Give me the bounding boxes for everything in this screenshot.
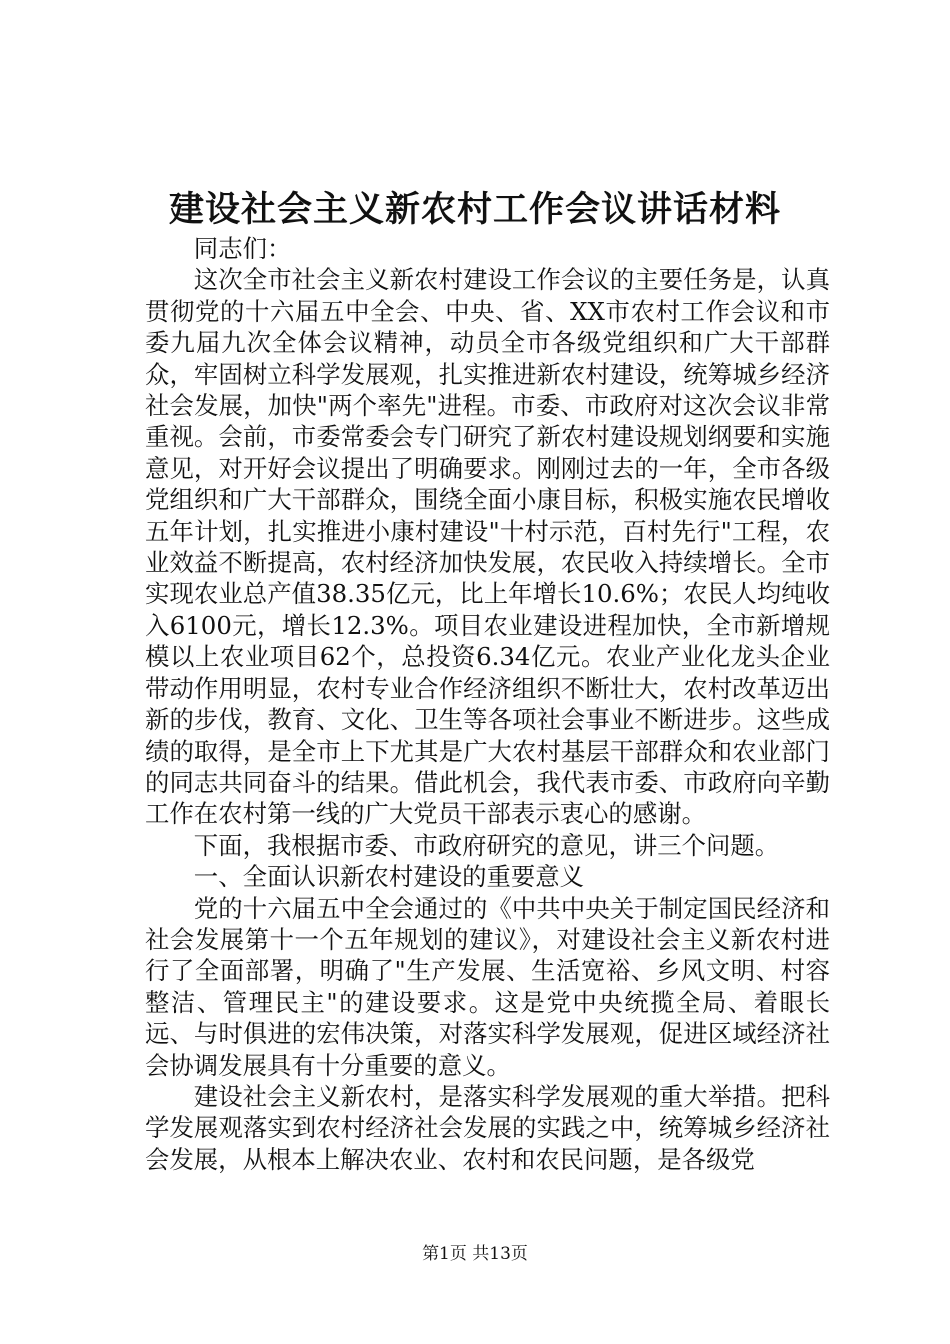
document-title: 建设社会主义新农村工作会议讲话材料 xyxy=(168,189,781,230)
outline-paragraph: 下面，我根据市委、市政府研究的意见，讲三个问题。 xyxy=(193,830,780,860)
page-number-footer: 第1页 共13页 xyxy=(422,1244,528,1264)
document-body xyxy=(145,233,830,1175)
body-paragraph: 党的十六届五中全会通过的《中共中央关于制定国民经济和社会发展第十一个五年规划的建议》，对建设社会主义新农村进行了全面部署，明确了"生产发展、生活宽裕、乡风文明、村容整洁、管理民主"的建设要求。这是党中央统揽全局、着眼长远、与时俱进的宏伟决策，对落实科学发展观，促进区域经济社会协调发展具有十分重要的意义。 xyxy=(145,893,830,1080)
salutation-paragraph: 同志们： xyxy=(193,234,292,263)
section-heading: 一、全面认识新农村建设的重要意义 xyxy=(193,862,585,892)
body-paragraph: 建设社会主义新农村，是落实科学发展观的重大举措。把科学发展观落实到农村经济社会发展的实践之中，统筹城乡经济社会发展，从根本上解决农业、农村和农民问题，是各级党 xyxy=(145,1081,830,1174)
intro-paragraph: 这次全市社会主义新农村建设工作会议的主要任务是，认真贯彻党的十六届五中全会、中央、省、XX市农村工作会议和市委九届九次全体会议精神，动员全市各级党组织和广大干部群众，牢固树立科学发展观，扎实推进新农村建设，统筹城乡经济社会发展，加快"两个率先"进程。市委、市政府对这次会议非常重视。会前，市委常委会专门研究了新农村建设规划纲要和实施意见，对开好会议提出了明确要求。刚刚过去的一年，全市各级党组织和广大干部群众，围绕全面小康目标，积极实施农民增收五年计划，扎实推进小康村建设"十村示范，百村先行"工程，农业效益不断提高，农村经济加快发展，农民收入持续增长。全市实现农业总产值38.35亿元，比上年增长10.6%；农民人均纯收入6100元，增长12.3%。项目农业建设进程加快，全市新增规模以上农业项目62个，总投资6.34亿元。农业产业化龙头企业带动作用明显，农村专业合作经济组织不断壮大，农村改革迈出新的步伐，教育、文化、卫生等各项社会事业不断进步。这些成绩的取得，是全市上下尤其是广大农村基层干部群众和农业部门的同志共同奋斗的结果。借此机会，我代表市委、市政府向辛勤工作在农村第一线的广大党员干部表示衷心的感谢。 xyxy=(145,265,830,829)
